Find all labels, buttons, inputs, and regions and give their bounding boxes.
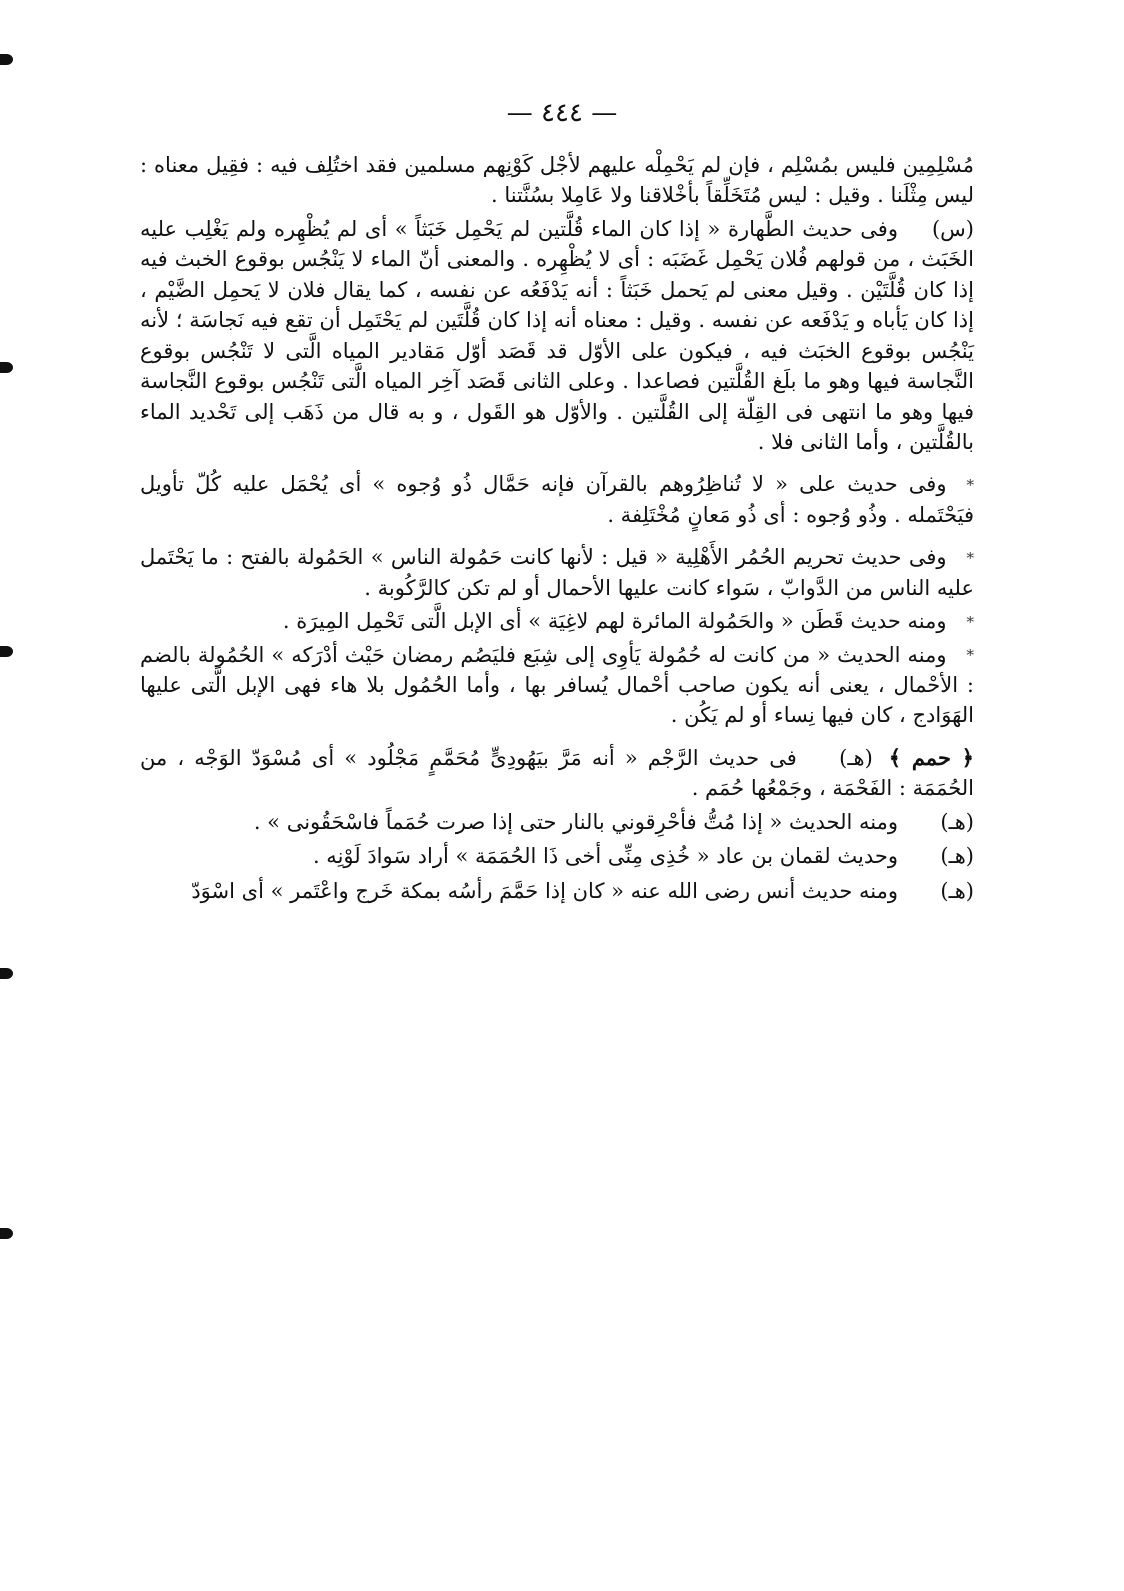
paragraph-text: ومنه الحديث « إذا مُتُّ فأحْرِقوني بالنار حتى إذا صرت حُمَماً فاسْحَقُونى » . <box>253 809 898 834</box>
paragraph-text: مُسْلِمِين فليس بمُسْلِم ، فإن لم يَحْمِلْه عليهم لأجْل كَوْنِهم مسلمين فقد اختُلِف فيه : فقِيل معناه : ليس مِثْلَنا . وقيل : ليس مُتَخَلِّقاً بأخْلاقنا ولا عَامِلا بسُنَّتنا . <box>140 153 974 208</box>
source-mark: (هـ) <box>839 745 873 770</box>
paragraph-2 <box>140 214 974 458</box>
source-mark: (هـ) <box>940 844 974 869</box>
source-mark: (هـ) <box>940 878 974 903</box>
paragraph-9 <box>140 841 974 871</box>
paragraph-7 <box>140 743 974 804</box>
source-mark: (س) <box>931 216 974 241</box>
paragraph-5 <box>140 606 974 636</box>
asterisk-mark: * <box>966 612 974 631</box>
paragraph-text: فى حديث الرَّجْم « أنه مَرَّ بيَهُودِىٍّ مُحَمَّمٍ مَجْلُود » أى مُسْوَدّ الوَجْه ، من الحُمَمَة : الفَحْمَة ، وجَمْعُها حُمَم . <box>140 745 974 801</box>
asterisk-mark: * <box>966 548 974 567</box>
paragraph-text: ومنه حديث أنس رضى الله عنه « كان إذا حَمَّمَ رأسُه بمكة خَرج واعْتَمر » أى اسْوَدّ <box>191 878 898 903</box>
scan-edge-mark <box>0 362 13 373</box>
body-text <box>140 150 974 910</box>
paragraph-6 <box>140 640 974 731</box>
source-mark: (هـ) <box>940 809 974 834</box>
paragraph-8 <box>140 807 974 837</box>
paragraph-3 <box>140 469 974 530</box>
paragraph-text: وفى حديث الطَّهارة « إذا كان الماء قُلَّتين لم يَحْمِل خَبَثاً » أى لم يُظْهِره ولم يَغْلِب عليه الخَبَث ، من قولهم فُلان يَحْمِل غَضَبَه : أى لا يُظْهِره . والمعنى أنّ الماء لا يَنْجُس بوقوع الخبث فيه إذا كان قُلَّتَيْن . وقيل معنى لم يَحمل خَبَثاً : أنه يَدْفَعُه عن نفسه ، كما يقال فلان لا يَحمِل الضَّيْم ، إذا كان يَأباه و يَدْفَعه عن نفسه . وقيل : معناه أنه إذا كان قُلَّتَين لم يَحْتَمِل أن تقع فيه نَجاسَة ؛ لأنه يَنْجُس بوقوع الخبَث فيه ، فيكون على الأوّل قد قَصَد أوّل مَقادير المياه الَّتى لا تَنْجُس بوقوع النَّجاسة فيها وهو ما بلَغ القُلَّتين فصاعدا . وعلى الثانى قَصَد آخِر المياه الَّتى تَنْجُس بوقوع النَّجاسة فيها وهو ما انتهى فى القِلّة إلى القُلَّتين . والأوّل هو القَول ، و به قال من ذَهَب إلى تَحْديد الماء بالقُلَّتين ، وأما الثانى فلا . <box>140 216 974 454</box>
paragraph-text: وفى حديث على « لا تُناظِرُوهم بالقرآن فإنه حَمَّال ذُو وُجوه » أى يُحْمَل عليه كُلّ تأويل فيَحْتَمله . وذُو وُجوه : أى ذُو مَعانٍ مُخْتَلِفة . <box>140 472 974 527</box>
scan-edge-mark <box>0 968 13 979</box>
scan-edge-mark <box>0 1228 13 1239</box>
paragraph-text: وحديث لقمان بن عاد « خُذِى مِنِّى أخى ذَا الحُمَمَة » أراد سَوادَ لَوْنِه . <box>312 844 898 869</box>
entry-heading: ﴿ حمم ﴾ <box>888 744 974 770</box>
paragraph-10 <box>140 876 974 906</box>
scan-edge-mark <box>0 54 13 65</box>
paragraph-text: وفى حديث تحريم الحُمُر الأَهْلِية « قيل : لأنها كانت حَمُولة الناس » الحَمُولة بالفتح : ما يَحْتَمل عليه الناس من الدَّوابّ ، سَواء كانت عليها الأحمال أو لم تكن كالرَّكُوبة . <box>140 545 974 600</box>
page-number: — ٤٤٤ — <box>506 98 618 128</box>
paragraph-text: ومنه حديث قَطَن « والحَمُولة المائرة لهم لاغِيَة » أى الإبل الَّتى تَحْمِل المِيرَة . <box>282 609 947 634</box>
paragraph-text: ومنه الحديث « من كانت له حُمُولة يَأوِى إلى شِبَع فليَصُم رمضان حَيْث أدْرَكه » الحُمُولة بالضم : الأحْمال ، يعنى أنه يكون صاحب أحْمال يُسافر بها ، وأما الحُمُول بلا هاء فهى الإبل الَّتى عليها الهَوَادج ، كان فيها نِساء أو لم يَكُن . <box>140 642 974 728</box>
scan-edge-mark <box>0 646 13 657</box>
paragraph-4 <box>140 542 974 603</box>
asterisk-mark: * <box>966 646 974 665</box>
asterisk-mark: * <box>966 476 974 494</box>
paragraph-1 <box>140 150 974 211</box>
